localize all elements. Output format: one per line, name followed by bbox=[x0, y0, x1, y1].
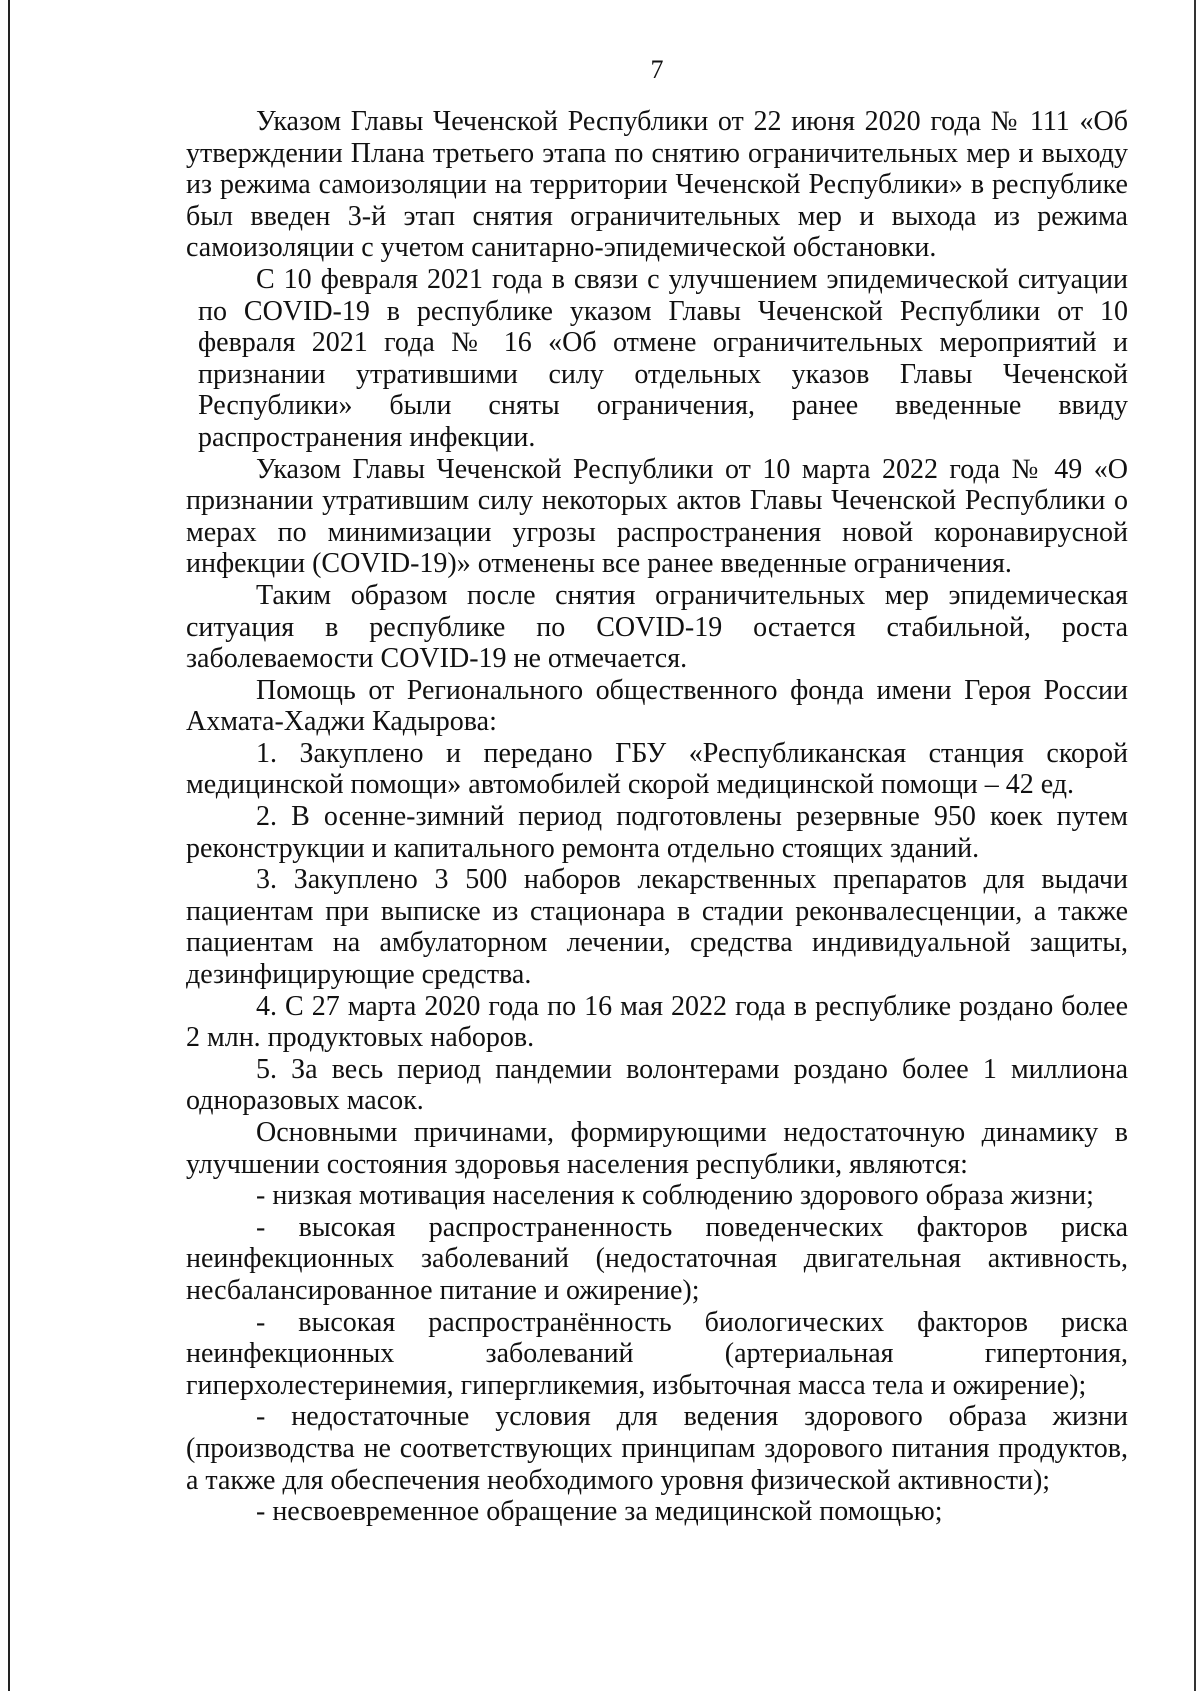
paragraph-epidemic-situation: Таким образом после снятия ограничительных мер эпидемическая ситуация в республике по COVID-19 остается стабильной, роста заболеваемости COVID-19 не отмечается. bbox=[186, 579, 1128, 675]
paragraph-decree-16: С 10 февраля 2021 года в связи с улучшением эпидемической ситуации по COVID-19 в республике указом Главы Чеченской Республики от 10 февраля 2021 года № 16 «Об отмене ограничительных мероприятий и признании утратившими силу отдельных указов Главы Чеченской Республики» были сняты ограничения, ранее введенные ввиду распространения инфекции. bbox=[198, 263, 1128, 453]
list-item-insufficient-conditions: - недостаточные условия для ведения здорового образа жизни (производства не соответствующих принципам здорового питания продуктов, а также для обеспечения необходимого уровня физической активности); bbox=[186, 1401, 1128, 1496]
list-item-masks: 5. За весь период пандемии волонтерами роздано более 1 миллиона одноразовых масок. bbox=[186, 1053, 1128, 1117]
list-item-low-motivation: - низкая мотивация населения к соблюдению здорового образа жизни; bbox=[256, 1180, 1094, 1212]
list-item-biological-factors: - высокая распространённость биологических факторов риска неинфекционных заболеваний (артериальная гипертония, гиперхолестеринемия, гипергликемия, избыточная масса тела и ожирение); bbox=[186, 1306, 1128, 1401]
paragraph-main-reasons: Основными причинами, формирующими недостаточную динамику в улучшении состояния здоровья населения республики, являются: bbox=[186, 1117, 1128, 1180]
list-item-ambulances: 1. Закуплено и передано ГБУ «Республиканская станция скорой медицинской помощи» автомобилей скорой медицинской помощи – 42 ед. bbox=[186, 737, 1128, 801]
page-number: 7 bbox=[650, 55, 664, 84]
paragraph-fund-help: Помощь от Регионального общественного фонда имени Героя России Ахмата-Хаджи Кадырова: bbox=[186, 674, 1128, 738]
list-item-late-treatment: - несвоевременное обращение за медицинской помощью; bbox=[256, 1496, 943, 1528]
paragraph-decree-111: Указом Главы Чеченской Республики от 22 июня 2020 года № 111 «Об утверждении Плана третьего этапа по снятию ограничительных мер и выходу из режима самоизоляции на территории Чеченской Республики» в республике был введен 3-й этап снятия ограничительных мер и выхода из режима самоизоляции с учетом санитарно-эпидемической обстановки. bbox=[186, 106, 1128, 264]
scan-edge-left bbox=[8, 0, 10, 1691]
list-item-behavioral-factors: - высокая распространенность поведенческих факторов риска неинфекционных заболеваний (недостаточная двигательная активность, несбалансированное питание и ожирение); bbox=[186, 1211, 1128, 1306]
list-item-food-sets: 4. С 27 марта 2020 года по 16 мая 2022 года в республике роздано более 2 млн. продуктовых наборов. bbox=[186, 990, 1128, 1054]
paragraph-decree-49: Указом Главы Чеченской Республики от 10 марта 2022 года № 49 «О признании утратившим силу некоторых актов Главы Чеченской Республики о мерах по минимизации угрозы распространения новой коронавирусной инфекции (COVID-19)» отменены все ранее введенные ограничения. bbox=[186, 453, 1128, 580]
scan-edge-right bbox=[1194, 0, 1196, 1691]
list-item-reserve-beds: 2. В осенне-зимний период подготовлены резервные 950 коек путем реконструкции и капитального ремонта отдельно стоящих зданий. bbox=[186, 801, 1128, 864]
document-page bbox=[186, 52, 1128, 1528]
list-item-medicine-kits: 3. Закуплено 3 500 наборов лекарственных препаратов для выдачи пациентам при выписке из стационара в стадии реконвалесценции, а также пациентам на амбулаторном лечении, средства индивидуальной защиты, дезинфицирующие средства. bbox=[186, 864, 1128, 991]
